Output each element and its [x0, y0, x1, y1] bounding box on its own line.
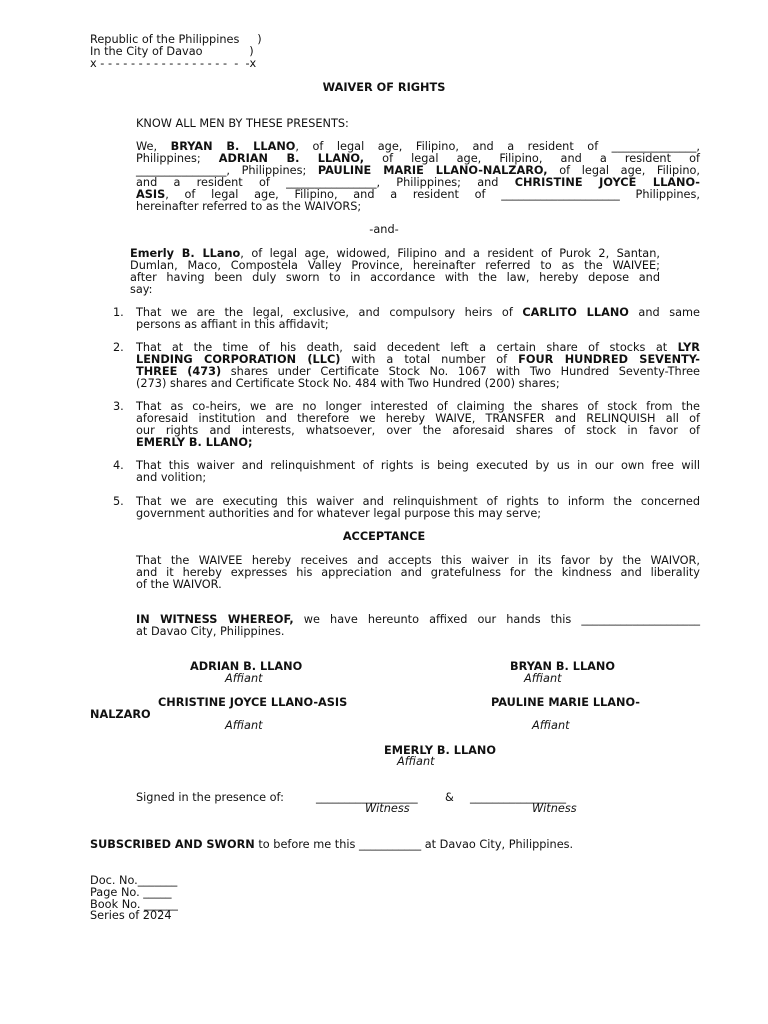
- document-title: WAIVER OF RIGHTS: [322, 81, 446, 94]
- venue-republic: Republic of the Philippines ): [90, 33, 262, 46]
- affiant-label: Affiant: [225, 719, 263, 732]
- acceptance-heading: ACCEPTANCE: [342, 530, 426, 543]
- intro-line: and a resident of ________________, Philippines; and CHRISTINE JOYCE LLANO-: [136, 176, 700, 189]
- item-line: (273) shares and Certificate Stock No. 484 with Two Hundred (200) shares;: [136, 377, 560, 390]
- affiant-label: Affiant: [524, 672, 562, 685]
- intro-line: ________________, Philippines; PAULINE MARIE LLANO-NALZARO, of legal age, Filipino,: [136, 164, 700, 177]
- acceptance-line: That the WAIVEE hereby receives and accepts this waiver in its favor by the WAIVOR,: [136, 554, 700, 567]
- item-line: EMERLY B. LLANO;: [136, 436, 253, 449]
- venue-separator: x - - - - - - - - - - - - - - - - - - -x: [90, 57, 257, 70]
- item-line: aforesaid institution and therefore we hereby WAIVE, TRANSFER and RELINQUISH all of: [136, 412, 700, 425]
- witness-signature-line: __________________: [316, 791, 418, 804]
- signatory-christine: CHRISTINE JOYCE LLANO-ASIS: [158, 696, 348, 709]
- item-number: 1.: [113, 306, 124, 319]
- know-all-men: KNOW ALL MEN BY THESE PRESENTS:: [136, 117, 349, 130]
- and-separator: -and-: [369, 223, 399, 236]
- waivee-line: after having been duly sworn to in accordance with the law, hereby depose and: [130, 271, 660, 284]
- witness-signature-line: _________________: [470, 791, 567, 804]
- item-line: and volition;: [136, 471, 207, 484]
- witness-line: at Davao City, Philippines.: [136, 625, 285, 638]
- signed-presence-label: Signed in the presence of:: [136, 791, 284, 804]
- item-number: 2.: [113, 341, 124, 354]
- affiant-label: Affiant: [225, 672, 263, 685]
- affiant-label: Affiant: [397, 755, 435, 768]
- item-line: THREE (473) shares under Certificate Stock No. 1067 with Two Hundred Seventy-Three: [136, 365, 700, 378]
- series-year: Series of 2024: [90, 909, 172, 922]
- witness-line: IN WITNESS WHEREOF, we have hereunto affixed our hands this _____________________: [136, 613, 700, 626]
- venue-city: In the City of Davao ): [90, 45, 254, 58]
- acceptance-line: of the WAIVOR.: [136, 578, 222, 591]
- waivee-line: Dumlan, Maco, Compostela Valley Province, hereinafter referred to as the WAIVEE;: [130, 259, 660, 272]
- item-line: government authorities and for whatever legal purpose this may serve;: [136, 507, 542, 520]
- item-line: That as co-heirs, we are no longer interested of claiming the shares of stock from the: [136, 400, 700, 413]
- witness-label: Witness: [532, 802, 577, 815]
- item-line: That this waiver and relinquishment of rights is being executed by us in our own free will: [136, 459, 700, 472]
- jurat: SUBSCRIBED AND SWORN to before me this ___________ at Davao City, Philippines.: [90, 838, 574, 851]
- ampersand: &: [445, 791, 454, 804]
- item-number: 4.: [113, 459, 124, 472]
- item-line: That we are executing this waiver and relinquishment of rights to inform the concerned: [136, 495, 700, 508]
- witness-label: Witness: [365, 802, 410, 815]
- acceptance-line: and it hereby expresses his appreciation and gratefulness for the kindness and liberality: [136, 566, 700, 579]
- intro-line: hereinafter referred to as the WAIVORS;: [136, 200, 362, 213]
- item-line: our rights and interests, whatsoever, over the aforesaid shares of stock in favor of: [136, 424, 700, 437]
- item-number: 3.: [113, 400, 124, 413]
- signatory-emerly: EMERLY B. LLANO: [384, 744, 496, 757]
- waivee-line: Emerly B. LLano, of legal age, widowed, Filipino and a resident of Purok 2, Santan,: [130, 247, 660, 260]
- intro-line: Philippines; ADRIAN B. LLANO, of legal age, Filipino, and a resident of: [136, 152, 700, 165]
- item-line: That we are the legal, exclusive, and compulsory heirs of CARLITO LLANO and same: [136, 306, 700, 319]
- affiant-label: Affiant: [532, 719, 570, 732]
- book-number: Book No. ______: [90, 898, 178, 911]
- doc-number: Doc. No._______: [90, 874, 178, 887]
- item-line: persons as affiant in this affidavit;: [136, 318, 329, 331]
- intro-line: We, BRYAN B. LLANO, of legal age, Filipino, and a resident of _______________,: [136, 140, 701, 153]
- item-number: 5.: [113, 495, 124, 508]
- waivee-line: say:: [130, 283, 153, 296]
- signatory-pauline-continued: NALZARO: [90, 708, 151, 721]
- item-line: That at the time of his death, said decedent left a certain share of stocks at LYR: [136, 341, 700, 354]
- signatory-bryan: BRYAN B. LLANO: [510, 660, 615, 673]
- item-line: LENDING CORPORATION (LLC) with a total number of FOUR HUNDRED SEVENTY-: [136, 353, 700, 366]
- signatory-adrian: ADRIAN B. LLANO: [190, 660, 303, 673]
- page-number: Page No. _____: [90, 886, 172, 899]
- signatory-pauline: PAULINE MARIE LLANO-: [491, 696, 640, 709]
- intro-line: ASIS, of legal age, Filipino, and a resident of _____________________ Philippines,: [136, 188, 700, 201]
